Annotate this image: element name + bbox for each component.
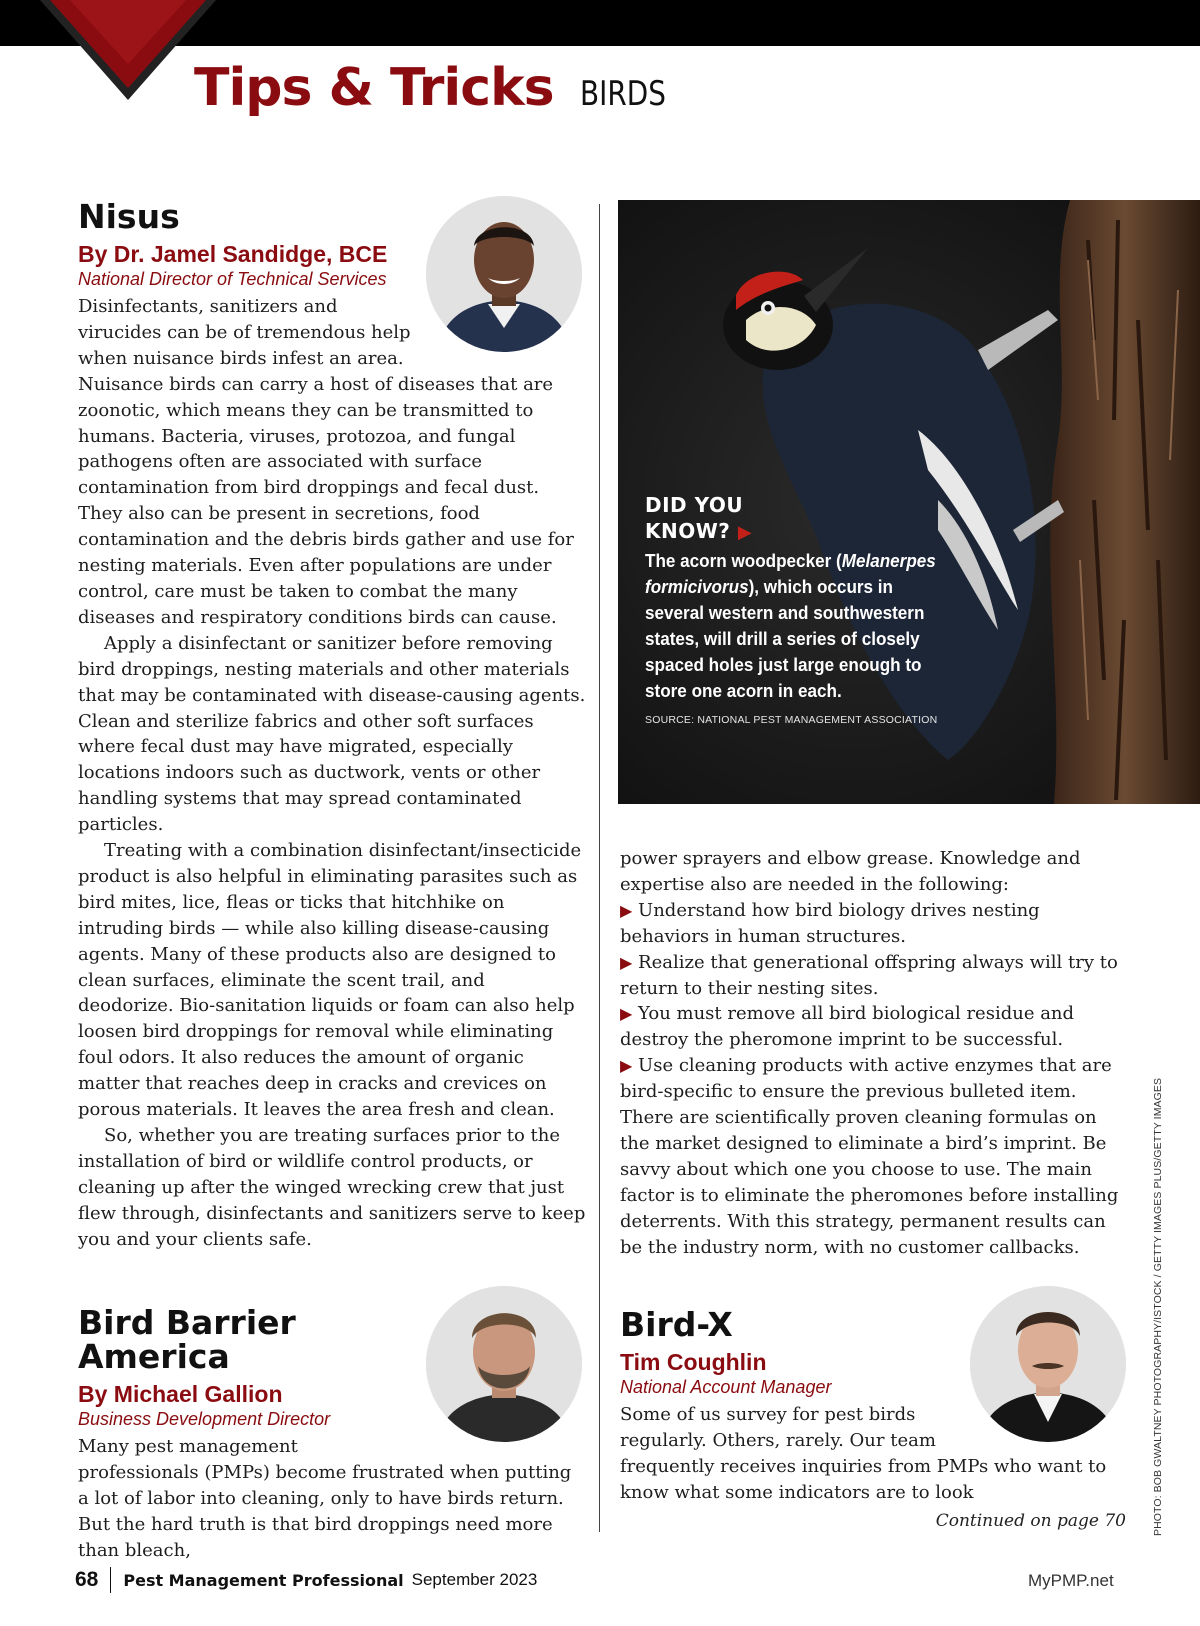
- page-number: 68: [75, 1568, 99, 1591]
- article-bird-barrier-continued: [620, 846, 1130, 1261]
- article-paragraph: Apply a disinfectant or sanitizer before removing bird droppings, nesting materials and other materials that may be contaminated with disease-causing agents. Clean and sterilize fabrics and other soft surfaces where fecal dust may have migrated, especially locations indoors such as ductwork, vents or other handling systems that may spread contaminated particles.: [78, 632, 586, 836]
- bullet-item: ▶ Understand how bird biology drives nesting behaviors in human structures.: [620, 899, 1040, 947]
- page-footer: [75, 1567, 537, 1593]
- article-paragraph: So, whether you are treating surfaces prior to the installation of bird or wildlife control products, or cleaning up after the winged wrecking crew that just flew through, disinfectants and sanitizers serve to keep you and your clients safe.: [78, 1125, 586, 1250]
- publication-name: Pest Management Professional: [123, 1570, 404, 1590]
- article-paragraph: Many pest management professionals (PMPs) become frustrated when putting a lot of labor into cleaning, only to have birds return. But the hard truth is that bird droppings need more than bleach,: [78, 1436, 572, 1561]
- bullet-arrow-icon: ▶: [620, 1004, 633, 1024]
- article-paragraph: Some of us survey for pest birds regularly. Others, rarely. Our team frequently receives inquiries from PMPs who want to know what some indicators are to look: [620, 1404, 1107, 1503]
- did-you-know-title: DID YOU KNOW? ▶: [645, 493, 753, 543]
- header-chevron-icon: [40, 0, 216, 104]
- article-company: Bird-X: [620, 1305, 733, 1344]
- column-divider: [599, 204, 600, 1532]
- bullet-item: ▶ Realize that generational offspring always will try to return to their nesting sites.: [620, 951, 1118, 999]
- article-nisus: [78, 197, 586, 1253]
- bullet-item: ▶ You must remove all bird biological residue and destroy the pheromone imprint to be successful.: [620, 1003, 1075, 1051]
- article-paragraph: There are scientifically proven cleaning formulas on the market designed to eliminate a bird’s imprint. Be savvy about which one you choose to use. The main factor is to eliminate the pheromones before installing deterrents. With this strategy, permanent results can be the industry norm, with no customer callbacks.: [620, 1107, 1119, 1258]
- author-portrait-coughlin: [970, 1286, 1126, 1442]
- continued-note: Continued on page 70: [935, 1511, 1126, 1531]
- website-link[interactable]: MyPMP.net: [1028, 1571, 1114, 1590]
- article-paragraph: Disinfectants, sanitizers and virucides can be of tremendous help when nuisance birds infest an area. Nuisance birds can carry a host of diseases that are zoonotic, which means they can be transmitted to humans. Bacteria, viruses, protozoa, and fungal pathogens often are associated with surface contamination from bird droppings and fecal dust. They also can be present in secretions, food contamination and the debris birds gather and use for nesting materials. Even after populations are under control, care must be taken to combat the many diseases and respiratory conditions birds can cause.: [78, 296, 574, 628]
- did-you-know-text: The acorn woodpecker (Melanerpes formicivorus), which occurs in several western and southwestern states, will drill a series of closely spaced holes just large enough to store one acorn in each.: [645, 551, 936, 701]
- footer-divider: [110, 1567, 111, 1593]
- author-portrait-sandidge: [426, 196, 582, 352]
- did-you-know-box: [645, 492, 945, 726]
- play-arrow-icon: ▶: [737, 522, 753, 543]
- article-byline: By Michael Gallion: [78, 1381, 283, 1407]
- article-paragraph: Treating with a combination disinfectant/insecticide product is also helpful in eliminating parasites such as bird mites, lice, fleas or ticks that hitchhike on intruding birds — while also killing disease-causing agents. Many of these products also are designed to clean surfaces, eliminate the scent trail, and deodorize. Bio-sanitation liquids or foam can also help loosen bird droppings for removal while eliminating foul odors. It also reduces the amount of organic matter that reaches deep in cracks and crevices on porous materials. It leaves the area fresh and clean.: [78, 840, 582, 1121]
- article-byline: By Dr. Jamel Sandidge, BCE: [78, 241, 388, 267]
- species-name: Melanerpes formicivorus: [645, 551, 936, 597]
- article-byline: Tim Coughlin: [620, 1349, 767, 1375]
- article-role: National Director of Technical Services: [78, 269, 387, 289]
- bullet-arrow-icon: ▶: [620, 900, 633, 920]
- article-company: Nisus: [78, 197, 180, 236]
- bullet-item: ▶ Use cleaning products with active enzymes that are bird-specific to ensure the previous bulleted item.: [620, 1055, 1112, 1103]
- section-title: Tips & Tricks: [194, 58, 554, 118]
- bullet-arrow-icon: ▶: [620, 1056, 633, 1076]
- author-portrait-gallion: [426, 1286, 582, 1442]
- did-you-know-source: SOURCE: NATIONAL PEST MANAGEMENT ASSOCIATION: [645, 714, 938, 726]
- photo-credit: PHOTO: BOB GWALTNEY PHOTOGRAPHY/ISTOCK / GETTY IMAGES PLUS/GETTY IMAGES: [1152, 1077, 1164, 1536]
- bullet-arrow-icon: ▶: [620, 952, 633, 972]
- article-role: National Account Manager: [620, 1377, 832, 1397]
- article-paragraph: power sprayers and elbow grease. Knowledge and expertise also are needed in the following:: [620, 848, 1081, 895]
- article-company: Bird Barrier America: [78, 1303, 296, 1376]
- article-role: Business Development Director: [78, 1409, 331, 1429]
- issue-date: September 2023: [411, 1570, 538, 1589]
- section-subtitle: BIRDS: [580, 74, 666, 114]
